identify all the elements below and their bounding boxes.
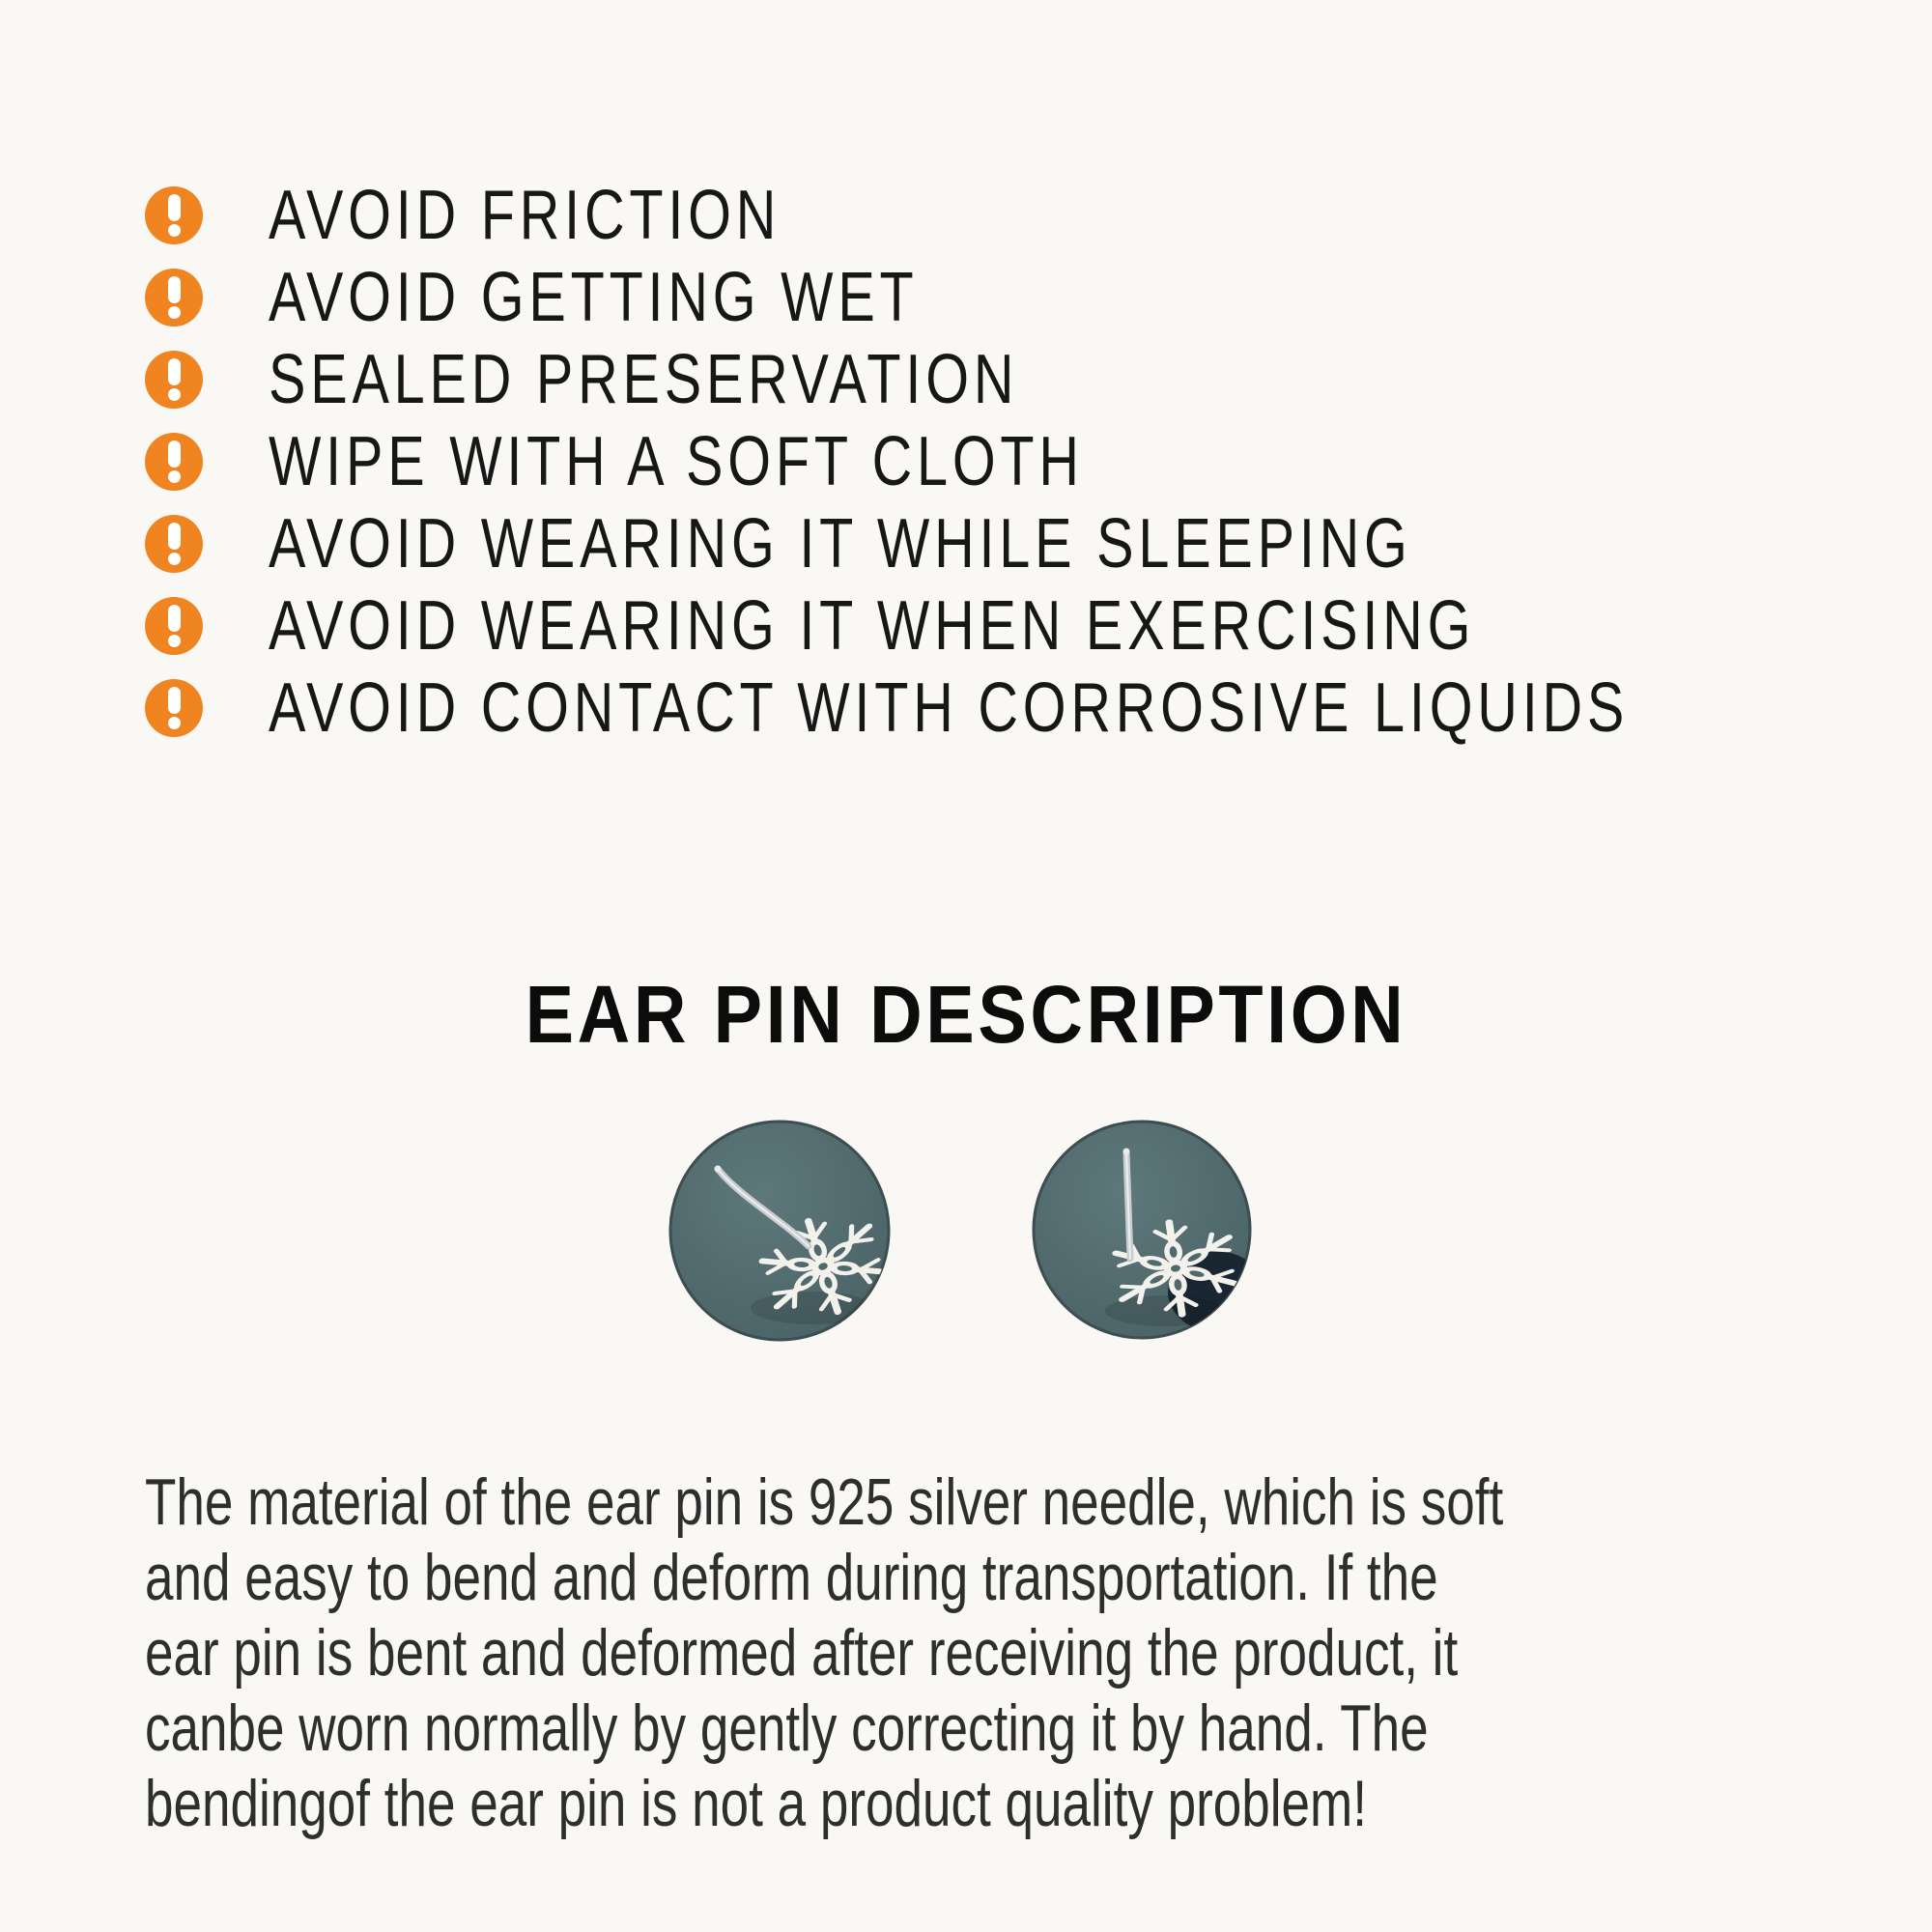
paragraph-line: ear pin is bent and deformed after receiving the product, it xyxy=(145,1616,1459,1690)
warning-text: SEALED PRESERVATION xyxy=(269,340,1019,418)
warning-text: AVOID FRICTION xyxy=(269,176,781,254)
exclamation-mark-bar xyxy=(168,523,181,550)
exclamation-mark-dot xyxy=(168,388,181,401)
section-title: EAR PIN DESCRIPTION xyxy=(525,969,1407,1060)
warning-text: AVOID GETTING WET xyxy=(269,258,919,336)
exclamation-icon xyxy=(145,679,203,737)
exclamation-icon xyxy=(145,597,203,655)
warning-item xyxy=(145,502,1932,584)
exclamation-mark-dot xyxy=(168,635,181,647)
paragraph-line: canbe worn normally by gently correcting it by hand. The xyxy=(145,1691,1429,1765)
exclamation-icon xyxy=(145,433,203,491)
exclamation-icon xyxy=(145,186,203,244)
warning-list xyxy=(145,174,1932,749)
exclamation-mark-bar xyxy=(168,605,181,632)
description-paragraph xyxy=(145,1464,1887,1841)
exclamation-mark-dot xyxy=(168,470,181,483)
warning-item xyxy=(145,338,1932,420)
exclamation-mark-bar xyxy=(168,276,181,303)
exclamation-mark-dot xyxy=(168,224,181,237)
ear-pin-photo-straight xyxy=(1030,1118,1254,1342)
warning-item xyxy=(145,420,1932,502)
exclamation-icon xyxy=(145,515,203,573)
needle-tip xyxy=(1123,1149,1130,1155)
flake-shadow xyxy=(751,1292,874,1324)
paragraph-line: The material of the ear pin is 925 silver needle, which is soft xyxy=(145,1465,1504,1539)
exclamation-icon xyxy=(145,351,203,409)
exclamation-mark-bar xyxy=(168,358,181,385)
warning-text: AVOID WEARING IT WHEN EXERCISING xyxy=(269,586,1476,665)
warning-item xyxy=(145,174,1932,256)
exclamation-icon xyxy=(145,269,203,327)
paragraph-line: bendingof the ear pin is not a product quality problem! xyxy=(145,1767,1367,1840)
warning-text: WIPE WITH A SOFT CLOTH xyxy=(269,422,1084,500)
exclamation-mark-dot xyxy=(168,717,181,729)
paragraph-line: and easy to bend and deform during transportation. If the xyxy=(145,1541,1438,1614)
warning-item xyxy=(145,584,1932,667)
ear-pin-photo-bent xyxy=(666,1117,894,1345)
warning-item xyxy=(145,256,1932,338)
exclamation-mark-bar xyxy=(168,440,181,468)
exclamation-mark-dot xyxy=(168,306,181,319)
needle-tip xyxy=(715,1166,722,1173)
exclamation-mark-dot xyxy=(168,553,181,565)
exclamation-mark-bar xyxy=(168,194,181,221)
warning-text: AVOID CONTACT WITH CORROSIVE LIQUIDS xyxy=(269,668,1630,747)
exclamation-mark-bar xyxy=(168,687,181,714)
warning-item xyxy=(145,667,1932,749)
warning-text: AVOID WEARING IT WHILE SLEEPING xyxy=(269,504,1412,582)
